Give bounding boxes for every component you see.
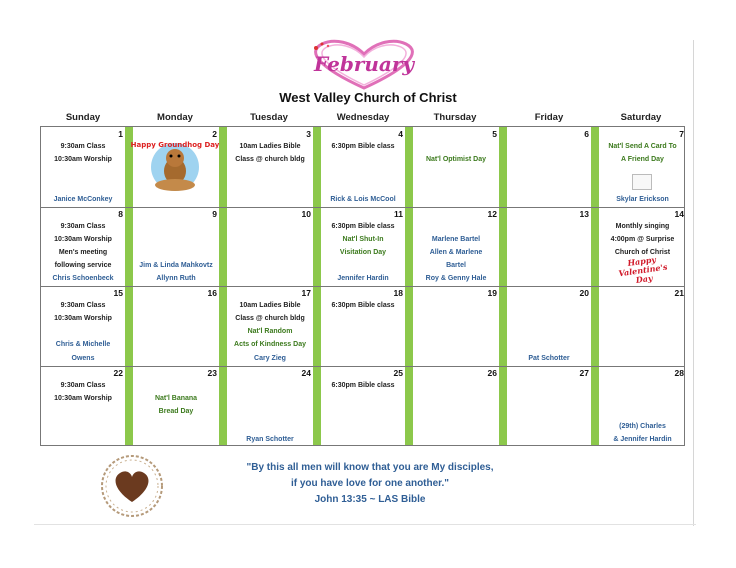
birthday-list — [227, 352, 313, 365]
day-cell-wednesday[interactable] — [321, 207, 405, 286]
day-cell-wednesday[interactable] — [321, 127, 405, 207]
day-cell-monday[interactable] — [133, 366, 219, 447]
birthday-list — [41, 352, 125, 365]
verse-line-2: if you have love for one another." — [290, 478, 450, 489]
event-text — [413, 220, 499, 233]
birthday-name: Allynn Ruth — [156, 275, 196, 282]
day-number: 8 — [118, 209, 123, 219]
birthday-list — [413, 272, 499, 285]
event-list — [41, 379, 125, 405]
birthday-name: Bartel — [446, 262, 466, 269]
day-number: 17 — [301, 288, 311, 298]
day-number: 13 — [579, 209, 589, 219]
day-cell-wednesday[interactable] — [321, 286, 405, 366]
event-text: Monthly singing — [615, 223, 670, 230]
day-cell-saturday[interactable] — [599, 286, 686, 366]
day-number: 7 — [679, 129, 684, 139]
birthday-name: Jennifer Hardin — [337, 275, 389, 282]
day-number: 11 — [394, 209, 403, 219]
event-text — [41, 325, 125, 338]
event-text: 6:30pm Bible class — [331, 302, 395, 309]
event-list — [321, 299, 405, 312]
day-cell-monday[interactable] — [133, 286, 219, 366]
day-cell-friday[interactable] — [507, 286, 591, 366]
event-text: 10am Ladies Bible — [239, 143, 301, 150]
event-list — [599, 220, 686, 259]
groundhog-icon — [130, 135, 220, 199]
birthday-list — [41, 272, 125, 285]
verse-reference: John 13:35 ~ LAS Bible — [314, 494, 426, 505]
day-cell-monday[interactable] — [130, 127, 220, 207]
day-cell-thursday[interactable] — [413, 286, 499, 366]
page-title: West Valley Church of Christ — [279, 90, 457, 105]
event-text: 9:30am Class — [60, 382, 106, 389]
event-text — [133, 379, 219, 392]
calendar-grid — [40, 126, 685, 446]
day-number: 4 — [398, 129, 403, 139]
page-edge — [693, 40, 694, 526]
day-name-saturday: Saturday — [620, 112, 662, 123]
heart-wreath-icon — [96, 450, 168, 522]
day-cell-friday[interactable] — [507, 127, 591, 207]
event-text: 10:30am Worship — [54, 156, 112, 163]
event-text: Nat'l Optimist Day — [425, 156, 486, 163]
day-cell-tuesday[interactable] — [227, 286, 313, 366]
event-list — [413, 220, 499, 272]
day-cell-monday[interactable] — [133, 207, 219, 286]
event-text: 6:30pm Bible class — [331, 382, 395, 389]
verse-line-1: "By this all men will know that you are My disciples, — [246, 462, 494, 473]
birthday-name: Allen & Marlene — [429, 249, 483, 256]
event-text: Class @ church bldg — [235, 315, 305, 322]
day-cell-sunday[interactable] — [41, 127, 125, 207]
event-list — [321, 379, 405, 392]
event-text: 9:30am Class — [60, 302, 106, 309]
day-cell-sunday[interactable] — [41, 207, 125, 286]
birthday-name: Marlene Bartel — [431, 236, 481, 243]
event-text: 6:30pm Bible class — [331, 143, 395, 150]
day-cell-thursday[interactable] — [413, 207, 499, 286]
day-cell-thursday[interactable] — [413, 366, 499, 447]
day-name-friday: Friday — [534, 112, 564, 123]
day-cell-tuesday[interactable] — [227, 366, 313, 447]
event-list — [41, 140, 125, 166]
birthday-list — [599, 420, 686, 446]
day-number: 18 — [393, 288, 403, 298]
day-number: 16 — [207, 288, 217, 298]
event-text: Church of Christ — [614, 249, 671, 256]
birthday-list — [321, 272, 405, 285]
birthday-name: Pat Schotter — [528, 355, 570, 362]
birthday-name: Skylar Erickson — [616, 196, 669, 203]
birthday-list — [41, 193, 125, 206]
greeting-card-icon — [632, 174, 652, 190]
day-number: 1 — [118, 129, 123, 139]
birthday-name: Ryan Schotter — [246, 436, 294, 443]
svg-text:Happy Groundhog Day: Happy Groundhog Day — [130, 141, 220, 149]
event-text — [413, 140, 499, 153]
day-name-tuesday: Tuesday — [250, 112, 288, 123]
event-text: Visitation Day — [339, 249, 387, 256]
day-cell-sunday[interactable] — [41, 286, 125, 366]
day-cell-saturday[interactable] — [599, 366, 686, 447]
day-number: 6 — [584, 129, 589, 139]
event-list — [599, 140, 686, 166]
day-cell-wednesday[interactable] — [321, 366, 405, 447]
day-number: 3 — [306, 129, 311, 139]
day-cell-tuesday[interactable] — [227, 127, 313, 207]
event-text: A Friend Day — [621, 156, 664, 163]
birthday-name: Jim & Linda Mahkovtz — [139, 262, 213, 269]
day-cell-friday[interactable] — [507, 207, 591, 286]
day-name-thursday: Thursday — [433, 112, 477, 123]
event-text: 10:30am Worship — [54, 315, 112, 322]
day-cell-friday[interactable] — [507, 366, 591, 447]
day-name-monday: Monday — [157, 112, 193, 123]
birthday-name: Roy & Genny Hale — [425, 275, 487, 282]
event-text: 10:30am Worship — [54, 236, 112, 243]
day-number: 25 — [393, 368, 403, 378]
event-text: 4:00pm @ Surprise — [610, 236, 675, 243]
day-number: 26 — [487, 368, 497, 378]
event-list — [321, 140, 405, 153]
day-cell-saturday[interactable] — [599, 207, 686, 286]
event-text: 10:30am Worship — [54, 395, 112, 402]
day-number: 14 — [674, 209, 684, 219]
birthday-name: Chris & Michelle — [55, 341, 111, 348]
day-cell-saturday[interactable] — [599, 127, 686, 207]
day-cell-sunday[interactable] — [41, 366, 125, 447]
event-text: following service — [54, 262, 112, 269]
birthday-list — [133, 259, 219, 285]
event-text: 10am Ladies Bible — [239, 302, 301, 309]
day-name-sunday: Sunday — [65, 112, 101, 123]
event-list — [413, 140, 499, 166]
day-number: 12 — [487, 209, 497, 219]
event-text: 9:30am Class — [60, 143, 106, 150]
day-number: 24 — [301, 368, 311, 378]
event-text: Class @ church bldg — [235, 156, 305, 163]
day-number: 10 — [301, 209, 311, 219]
day-number: 9 — [212, 209, 217, 219]
birthday-list — [227, 433, 313, 446]
day-cell-thursday[interactable] — [413, 127, 499, 207]
event-list — [227, 299, 313, 351]
event-list — [227, 140, 313, 166]
day-number: 2 — [212, 129, 217, 139]
valentines-day-graphic: Happy Valentine's Day — [617, 254, 668, 286]
event-text: Acts of Kindness Day — [234, 341, 306, 348]
day-number: 27 — [579, 368, 589, 378]
day-number: 23 — [207, 368, 217, 378]
day-number: 19 — [487, 288, 497, 298]
event-list — [133, 379, 219, 418]
day-name-wednesday: Wednesday — [336, 112, 390, 123]
event-text: Men's meeting — [58, 249, 108, 256]
birthday-list — [599, 193, 686, 206]
day-number: 15 — [113, 288, 123, 298]
event-text: Bread Day — [158, 408, 194, 415]
event-text: 9:30am Class — [60, 223, 106, 230]
birthday-name: Owens — [71, 355, 95, 362]
event-text: Nat'l Banana — [154, 395, 198, 402]
event-text: Nat'l Send A Card To — [608, 143, 677, 150]
event-text: 6:30pm Bible class — [331, 223, 395, 230]
birthday-list — [507, 352, 591, 365]
birthday-name: (29th) Charles — [619, 423, 666, 430]
bible-verse — [200, 460, 540, 508]
footer-divider — [34, 524, 696, 525]
event-text: Nat'l Random — [247, 328, 293, 335]
event-text: Nat'l Shut-In — [342, 236, 384, 243]
birthday-name: Rick & Lois McCool — [330, 196, 396, 203]
day-cell-tuesday[interactable] — [227, 207, 313, 286]
birthday-name: Janice McConkey — [53, 196, 113, 203]
birthday-list — [321, 193, 405, 206]
birthday-name: Cary Zieg — [254, 355, 286, 362]
day-number: 20 — [579, 288, 589, 298]
birthday-name: & Jennifer Hardin — [613, 436, 672, 443]
february-logo — [300, 38, 428, 90]
day-number: 5 — [492, 129, 497, 139]
logo-text: February — [313, 52, 415, 76]
day-number: 21 — [674, 288, 684, 298]
event-list — [41, 299, 125, 351]
event-list — [41, 220, 125, 272]
day-number: 28 — [674, 368, 684, 378]
day-number: 22 — [113, 368, 123, 378]
birthday-name: Chris Schoenbeck — [52, 275, 114, 282]
event-list — [321, 220, 405, 259]
